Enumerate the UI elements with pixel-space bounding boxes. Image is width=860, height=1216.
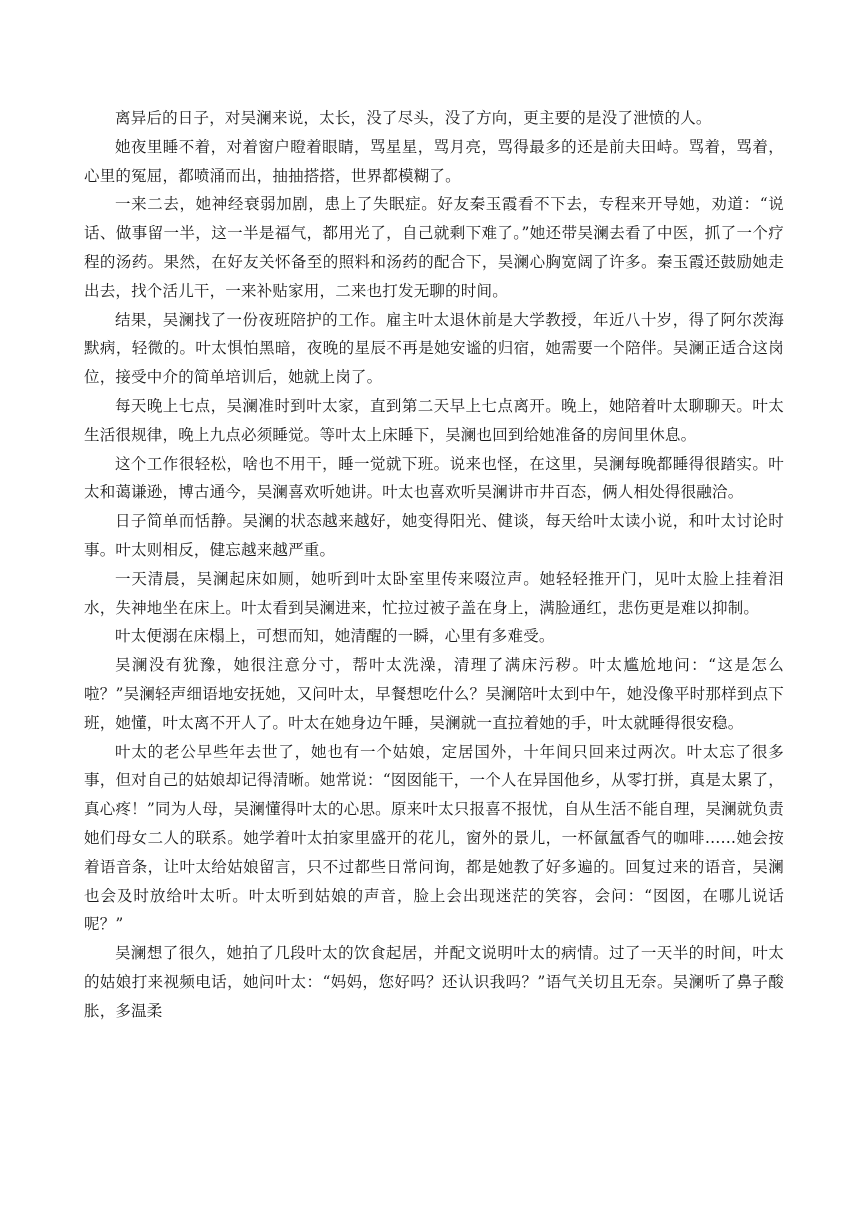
paragraph-5: 每天晚上七点，吴澜准时到叶太家，直到第二天早上七点离开。晚上，她陪着叶太聊聊天。叶太生活很规律，晚上九点必须睡觉。等叶太上床睡下，吴澜也回到给她准备的房间里休息。 — [84, 396, 784, 444]
paragraph-9: 叶太便溺在床榻上，可想而知，她清醒的一瞬，心里有多难受。 — [115, 627, 555, 646]
paragraph-4: 结果，吴澜找了一份夜班陪护的工作。雇主叶太退休前是大学教授，年近八十岁，得了阿尔茨海默病，轻微的。叶太惧怕黑暗，夜晚的星辰不再是她安谧的归宿，她需要一个陪伴。吴澜正适合这岗位，接受中介的简单培训后，她就上岗了。 — [84, 310, 784, 387]
paragraph-10: 吴澜没有犹豫，她很注意分寸，帮叶太洗澡，清理了满床污秽。叶太尴尬地问：“这是怎么啦？”吴澜轻声细语地安抚她，又问叶太，早餐想吃什么？吴澜陪叶太到中午，她没像平时那样到点下班，她懂，叶太离不开人了。叶太在她身边午睡，吴澜就一直拉着她的手，叶太就睡得很安稳。 — [84, 656, 784, 732]
paragraph-3: 一来二去，她神经衰弱加剧，患上了失眠症。好友秦玉霞看不下去，专程来开导她，劝道：“说话、做事留一半，这一半是福气，都用光了，自己就剩下难了。”她还带吴澜去看了中医，抓了一个疗程的汤药。果然，在好友关怀备至的照料和汤药的配合下，吴澜心胸宽阔了许多。秦玉霞还鼓励她走出去，找个活儿干，一来补贴家用，二来也打发无聊的时间。 — [84, 195, 784, 300]
paragraph-2: 她夜里睡不着，对着窗户瞪着眼睛，骂星星，骂月亮，骂得最多的还是前夫田峙。骂着，骂着，心里的冤屈，都喷涌而出，抽抽搭搭，世界都模糊了。 — [84, 137, 784, 185]
paragraph-6: 这个工作很轻松，啥也不用干，睡一觉就下班。说来也怪，在这里，吴澜每晚都睡得很踏实。叶太和蔼谦逊，博古通今，吴澜喜欢听她讲。叶太也喜欢听吴澜讲市井百态，俩人相处得很融洽。 — [84, 454, 784, 502]
paragraph-7: 日子简单而恬静。吴澜的状态越来越好，她变得阳光、健谈，每天给叶太读小说，和叶太讨论时事。叶太则相反，健忘越来越严重。 — [84, 512, 784, 559]
paragraph-1: 离异后的日子，对吴澜来说，太长，没了尽头，没了方向，更主要的是没了泄愤的人。 — [115, 109, 712, 127]
paragraph-11: 叶太的老公早些年去世了，她也有一个姑娘，定居国外，十年间只回来过两次。叶太忘了很多事，但对自己的姑娘却记得清晰。她常说：“囡囡能干，一个人在异国他乡，从零打拼，真是太累了，真心疼！”同为人母，吴澜懂得叶太的心思。原来叶太只报喜不报忧，自从生活不能自理，吴澜就负责她们母女二人的联系。她学着叶太拍家里盛开的花儿，窗外的景儿，一杯氤氲香气的咖啡……她会按着语音条，让叶太给姑娘留言，只不过都些日常问询，都是她教了好多遍的。回复过来的语音，吴澜也会及时放给叶太听。叶太听到姑娘的声音，脸上会出现迷茫的笑容，会问：“囡囡，在哪儿说话呢？” — [84, 742, 784, 934]
article-body — [84, 104, 784, 1026]
paragraph-8: 一天清晨，吴澜起床如厕，她听到叶太卧室里传来啜泣声。她轻轻推开门，见叶太脸上挂着泪水，失神地坐在床上。叶太看到吴澜进来，忙拉过被子盖在身上，满脸通红，悲伤更是难以抑制。 — [84, 569, 784, 617]
paragraph-12: 吴澜想了很久，她拍了几段叶太的饮食起居，并配文说明叶太的病情。过了一天半的时间，叶太的姑娘打来视频电话，她问叶太：“妈妈，您好吗？还认识我吗？”语气关切且无奈。吴澜听了鼻子酸胀，多温柔 — [84, 944, 784, 1020]
